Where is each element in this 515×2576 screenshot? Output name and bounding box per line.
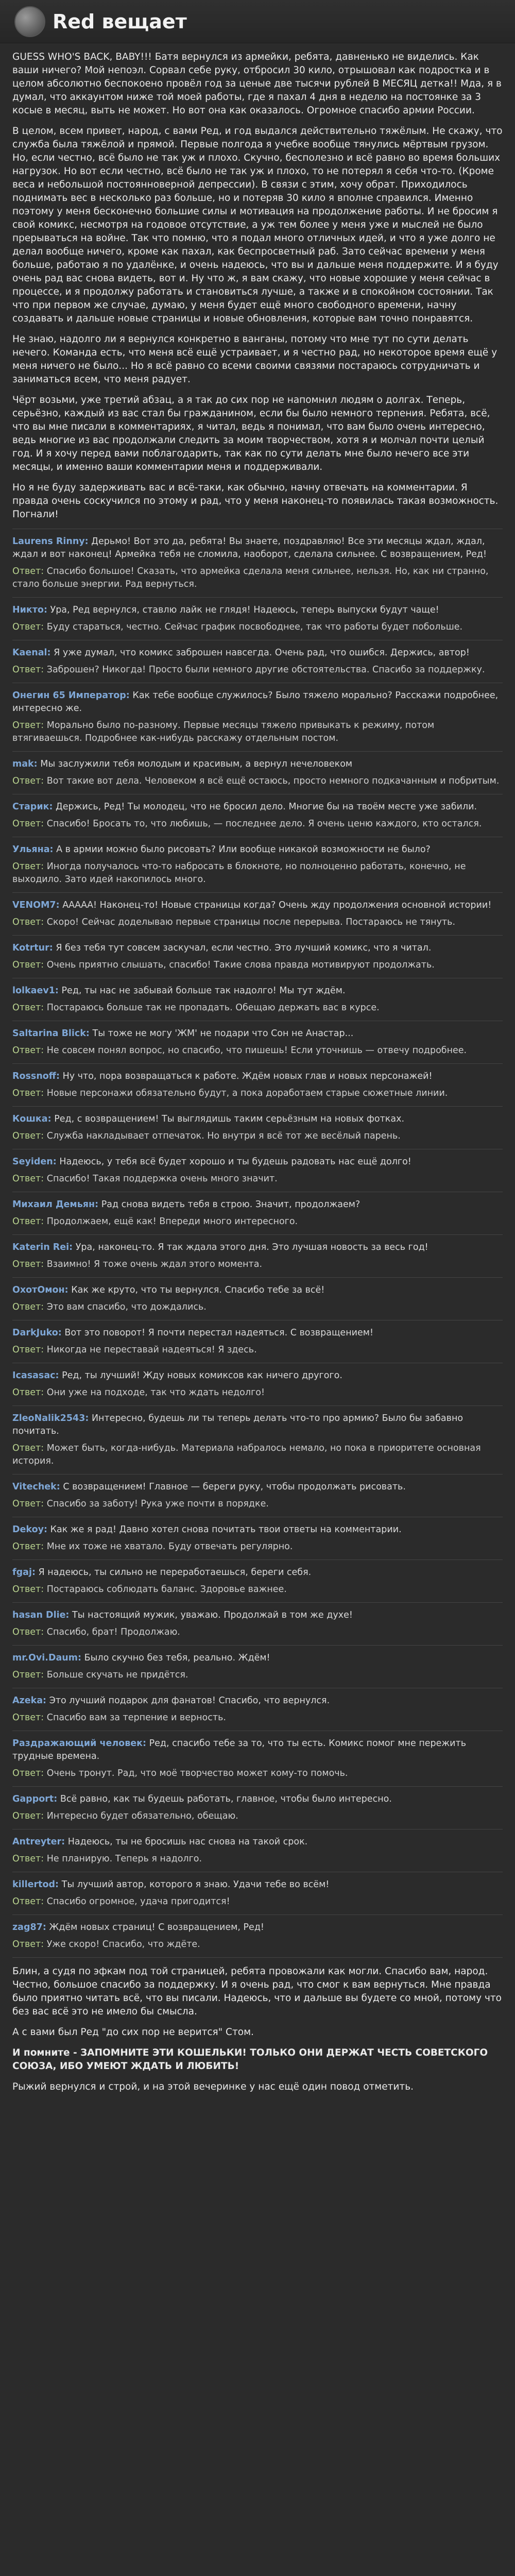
comment-author[interactable]: Gapport: [12,1794,58,1804]
outro-paragraph: И помните - ЗАПОМНИТЕ ЭТИ КОШЕЛЬКИ! ТОЛЬКО ОНИ ДЕРЖАТ ЧЕСТЬ СОВЕТСКОГО СОЮЗА, ИБО УМЕЮТ ЖДАТЬ И ЛЮБИТЬ! [12,2047,488,2072]
comment-text: Это лучший подарок для фанатов! Спасибо, что вернулся. [49,1696,330,1706]
comment-text: Ура, наконец-то. Я так ждала этого дня. Это лучшая новость за весь год! [75,1242,428,1252]
reply-text: Может быть, когда-нибудь. Материала набралось немало, но пока в приоритете основная история. [12,1443,481,1466]
post-header [0,0,515,43]
reply-text: Спасибо огромное, удача пригодится! [46,1896,230,1907]
reply-prefix: Ответ: [12,1259,44,1269]
comment-reply [12,1914,503,1957]
reply-prefix: Ответ: [12,1088,44,1098]
comment-author[interactable]: VENOM7: [12,900,60,910]
comment-author[interactable]: Кошка: [12,1114,52,1124]
comment-text: Я без тебя тут совсем заскучал, если честно. Это лучший комикс, что я читал. [56,943,432,953]
author-reply [12,1669,503,1682]
reply-prefix: Ответ: [12,776,44,786]
reply-text: Мне их тоже не хватало. Буду отвечать регулярно. [46,1541,293,1552]
reply-prefix: Ответ: [12,1174,44,1184]
reply-text: Постараюсь соблюдать баланс. Здоровье важнее. [46,1584,287,1595]
outro-paragraph: Блин, а судя по эфкам под той страницей, ребята провожали как могли. Спасибо вам, народ. Честно, большое спасибо за поддержку. И я очень рад, что смог к вам вернуться. Мне правда было приятно читать всё, что вы писали. Надеюсь, что и дальше вы будете со мной, потому что без вас всё это не имело бы смысла. [12,1966,502,2017]
intro-paragraph: Но я не буду задерживать вас и всё-таки, как обычно, начну отвечать на комментарии. Я правда очень соскучился по этому и рад, что у меня наконец-то появилась такая возможность. Погнали! [12,482,499,520]
comment-text: С возвращением! Главное — береги руку, чтобы продолжать рисовать. [63,1482,406,1492]
author-reply [12,959,503,972]
avatar-icon[interactable] [14,6,45,37]
reply-text: Спасибо за заботу! Рука уже почти в порядке. [46,1499,269,1509]
author-reply [12,664,503,676]
comment-text: Ред, ты лучший! Жду новых комиксов как ничего другого. [62,1370,342,1381]
comment-reply [12,837,503,892]
comment-reply [12,1405,503,1474]
reply-prefix: Ответ: [12,1003,44,1013]
comment-text: Как же круто, что ты вернулся. Спасибо тебе за всё! [71,1285,325,1295]
author-reply [12,775,503,788]
reply-prefix: Ответ: [12,1131,44,1141]
comment-author[interactable]: mak: [12,759,38,769]
author-reply [12,1810,503,1823]
comment-author[interactable]: ZleoNalik2543: [12,1413,89,1423]
comment-reply [12,978,503,1021]
reply-text: Никогда не переставай надеяться! Я здесь. [46,1345,257,1355]
author-reply [12,1344,503,1357]
comment-text: Ура, Ред вернулся, ставлю лайк не глядя! Надеюсь, теперь выпуски будут чаще! [50,605,439,615]
reply-text: Иногда получалось что-то набросать в блокноте, но полноценно работать, конечно, не выходило. Зато идей накопилось много. [12,861,466,885]
comment-text: Как тебе вообще служилось? Было тяжело морально? Расскажи подробнее, интересно же. [12,690,499,714]
comment-author[interactable]: Seyiden: [12,1157,57,1167]
reply-text: Заброшен? Никогда! Просто были немного другие обстоятельства. Спасибо за поддержку. [46,665,485,675]
comment-text: Ждём новых страниц! С возвращением, Ред! [49,1922,264,1933]
reply-text: Не совсем понял вопрос, но спасибо, что пишешь! Если уточнишь — отвечу подробнее. [46,1045,467,1056]
author-reply [12,1130,503,1143]
comment-reply [12,794,503,837]
reply-prefix: Ответ: [12,622,44,632]
reply-prefix: Ответ: [12,1443,44,1453]
comment-text: Рад снова видеть тебя в строю. Значит, продолжаем? [101,1199,360,1210]
comment-reply [12,1731,503,1786]
comment-text: Вот это поворот! Я почти перестал надеяться. С возвращением! [64,1328,373,1338]
comment-author[interactable]: Kotrtur: [12,943,53,953]
reply-text: Это вам спасибо, что дождались. [46,1302,207,1312]
reply-prefix: Ответ: [12,960,44,970]
author-reply [12,1540,503,1553]
author-reply [12,1173,503,1185]
post-content [0,43,515,2094]
comment-author[interactable]: Раздражающий человек: [12,1738,147,1749]
reply-text: Буду стараться, честно. Сейчас график посвободнее, так что работы будет побольше. [46,622,463,632]
comment-reply [12,1829,503,1872]
reply-text: Спасибо большое! Сказать, что армейка сделала меня сильнее, нельзя. Но, как ни странно, стало больше энергии. Рад вернуться. [12,566,489,589]
reply-text: Очень приятно слышать, спасибо! Такие слова правда мотивируют продолжать. [46,960,435,970]
comment-author[interactable]: DarkJuko: [12,1328,62,1338]
comment-reply [12,1517,503,1560]
author-reply [12,1853,503,1866]
comment-text: Я уже думал, что комикс заброшен навсегда. Очень рад, что ошибся. Держись, автор! [54,648,470,658]
comment-reply [12,1645,503,1688]
intro-paragraph: Не знаю, надолго ли я вернулся конкретно в ванганы, потому что мне тут по сути делать нечего. Команда есть, что меня всё ещё устраивает, и я честно рад, но некоторое время ещё у меня ничего не было... Но я всё равно со всеми своими связями постараюсь сотрудничать и заниматься всем, что меня радует. [12,334,497,385]
comment-reply [12,1560,503,1602]
comment-author[interactable]: Dekoy: [12,1524,47,1535]
reply-prefix: Ответ: [12,1499,44,1509]
comment-text: Ред, спасибо тебе за то, что ты есть. Комикс помог мне пережить трудные времена. [12,1738,467,1761]
reply-text: Спасибо! Бросать то, что любишь, — последнее дело. Я очень ценю каждого, кто остался. [46,819,482,829]
reply-prefix: Ответ: [12,1541,44,1552]
reply-prefix: Ответ: [12,1345,44,1355]
comment-author[interactable]: hasan Dlie: [12,1610,70,1620]
outro-section [12,1957,503,2094]
comment-reply [12,1474,503,1517]
author-reply [12,818,503,831]
comment-text: Ред, ты нас не забывай больше так надолго! Мы тут ждём. [61,986,346,996]
reply-prefix: Ответ: [12,1768,44,1778]
comment-reply [12,1277,503,1320]
comment-text: ААААА! Наконец-то! Новые страницы когда? Очень жду продолжения основной истории! [62,900,492,910]
author-reply [12,565,503,591]
reply-prefix: Ответ: [12,1216,44,1227]
reply-prefix: Ответ: [12,1811,44,1821]
reply-text: Не планирую. Теперь я надолго. [46,1854,202,1864]
intro-section [12,50,503,521]
comment-reply [12,1320,503,1363]
comment-reply [12,1234,503,1277]
comment-author[interactable]: Katerin Rei: [12,1242,73,1252]
author-reply [12,1442,503,1468]
author-reply [12,1767,503,1780]
comment-text: Дерьмо! Вот это да, ребята! Вы знаете, поздравляю! Все эти месяцы ждал, ждал, ждал и вот наконец! Армейка тебя не сломила, наоборот, сделала сильнее. С возвращением, Ред! [12,536,487,560]
outro-paragraph: Рыжий вернулся и строй, и на этой вечеринке у нас ещё один повод отметить. [12,2081,414,2092]
comment-reply [12,1106,503,1149]
comment-text: Я надеюсь, ты сильно не переработаешься, береги себя. [38,1567,312,1578]
reply-prefix: Ответ: [12,1896,44,1907]
reply-text: Служба накладывает отпечаток. Но внутри я всё тот же весёлый парень. [46,1131,401,1141]
reply-text: Интересно будет обязательно, обещаю. [46,1811,238,1821]
reply-prefix: Ответ: [12,1713,44,1723]
comment-reply [12,597,503,640]
reply-prefix: Ответ: [12,720,44,731]
intro-paragraph: GUESS WHO'S BACK, BABY!!! Батя вернулся из армейки, ребята, давненько не виделись. Как ваши ничего? Мой непоэл. Сорвал себе руку, отбросил 30 кило, отрышовал как подростка и в целом абсолютно беспокоено провёл год за ценые две тысячи рублей В МЕСЯЦ деткa!! Мда, я в думал, что аккаунтом ниже той моей работы, где я пахал 4 дня в неделю на постоянке за 3 косые в месяц, выть не может. Но вот она как оказалось. Огромное спасибо армии России. [12,52,502,116]
outro-paragraph: А с вами был Ред "до сих пор не верится" Стом. [12,2027,254,2038]
reply-prefix: Ответ: [12,665,44,675]
reply-text: Спасибо! Такая поддержка очень много значит. [46,1174,278,1184]
author-reply [12,1498,503,1511]
comment-reply [12,1149,503,1192]
comment-reply [12,1192,503,1234]
comment-reply [12,1021,503,1063]
comment-author[interactable]: fgaj: [12,1567,36,1578]
comment-author[interactable]: Онегин 65 Император: [12,690,130,701]
comment-reply [12,529,503,597]
author-reply [12,1626,503,1639]
reply-text: Очень тронут. Рад, что моё творчество может кому-то помочь. [46,1768,348,1778]
comment-author[interactable]: lolkaev1: [12,986,59,996]
author-reply [12,1938,503,1951]
comment-thread [12,529,503,1957]
reply-text: Спасибо, брат! Продолжаю. [46,1627,180,1637]
reply-text: Скоро! Сейчас доделываю первые страницы после перерыва. Постараюсь не тянуть. [46,917,456,927]
comment-reply [12,1786,503,1829]
reply-text: Постараюсь больше так не пропадать. Обещаю держать вас в курсе. [46,1003,380,1013]
comment-reply [12,1872,503,1914]
comment-reply [12,751,503,794]
comment-author[interactable]: Vitechek: [12,1482,60,1492]
comment-text: Ты настоящий мужик, уважаю. Продолжай в том же духе! [72,1610,353,1620]
author-reply [12,1258,503,1271]
comment-reply [12,640,503,683]
reply-prefix: Ответ: [12,861,44,872]
comment-reply [12,1602,503,1645]
comment-reply [12,683,503,751]
comment-author[interactable]: Antreyter: [12,1837,65,1847]
comment-text: Как же я рад! Давно хотел снова почитать твои ответы на комментарии. [50,1524,402,1535]
comment-author[interactable]: Ульяна: [12,844,54,855]
reply-text: Больше скучать не придётся. [46,1670,188,1680]
reply-text: Спасибо вам за терпение и верность. [46,1713,226,1723]
author-reply [12,1711,503,1724]
reply-prefix: Ответ: [12,566,44,577]
reply-prefix: Ответ: [12,1939,44,1950]
comment-text: Ты тоже не могу 'ЖМ' не подари что Сон не Анастар... [92,1028,354,1039]
author-reply [12,1301,503,1314]
comment-author[interactable]: Rossnoff: [12,1071,60,1081]
reply-prefix: Ответ: [12,819,44,829]
reply-prefix: Ответ: [12,1627,44,1637]
author-reply [12,916,503,929]
reply-prefix: Ответ: [12,1584,44,1595]
author-reply [12,1002,503,1014]
comment-author[interactable]: Azeka: [12,1696,47,1706]
comment-text: Интересно, будешь ли ты теперь делать что-то про армию? Было бы забавно почитать. [12,1413,464,1436]
comment-author[interactable]: Laurens Rinny: [12,536,89,547]
comment-author[interactable]: zag87: [12,1922,46,1933]
author-reply [12,1386,503,1399]
comment-text: Ред, с возвращением! Ты выглядишь таким серьёзным на новых фотках. [54,1114,405,1124]
reply-prefix: Ответ: [12,1302,44,1312]
comment-text: Держись, Ред! Ты молодец, что не бросил дело. Многие бы на твоём месте уже забили. [56,802,477,812]
comment-text: Надеюсь, ты не бросишь нас снова на такой срок. [67,1837,308,1847]
reply-prefix: Ответ: [12,917,44,927]
author-reply [12,860,503,886]
comment-author[interactable]: killertod: [12,1879,59,1890]
author-reply [12,621,503,634]
post-title: Red вещает [53,10,187,33]
comment-reply [12,1363,503,1405]
comment-author[interactable]: ОхотОмон: [12,1285,68,1295]
reply-text: Морально было по-разному. Первые месяцы тяжело привыкать к режиму, потом втягиваешься. Подробнее как-нибудь расскажу отдельным постом. [12,720,435,743]
reply-text: Вот такие вот дела. Человеком я всё ещё остаюсь, просто немного подкачанным и побритым. [46,776,500,786]
reply-text: Новые персонажи обязательно будут, а пока доработаем старые сюжетные линии. [46,1088,448,1098]
reply-text: Уже скоро! Спасибо, что ждёте. [46,1939,200,1950]
comment-author[interactable]: Saltarina Blick: [12,1028,90,1039]
reply-text: Они уже на подходе, так что ждать недолго! [46,1387,265,1398]
comment-reply [12,1063,503,1106]
intro-paragraph: В целом, всем привет, народ, с вами Ред, и год выдался действительно тяжёлым. Не скажу, что служба была тяжёлой и прямой. Первые полгода я учебке вообще тянулись мёртвым грузом. Но, если честно, всё было не так уж и плохо. Скучно, бесполезно и всё равно во время больших нагрузок. Но вот если честно, всё было не так уж и плохо, то не потерял я себя что-то. (Кроме веса и небольшой постоянноверной депрессии). В связи с этим, хочу обрат. Приходилось поднимать вес в несколько раз больше, но и потеряв 30 кило я вполне справился. Именно поэтому у меня бесконечно большие силы и мотивация на продолжение работы. И не бросим я свой комикс, несмотря на годовое отсутствие, а уж тем более у меня уже и мыслей не было прерываться на войне. Так что помню, что я подал много отличных идей, и что я уже долго не делал вообще ничего, кроме как пахал, как беспросветный раб. Зато сейчас времени у меня больше, работаю я по удалёнке, и очень надеюсь, что вы и дальше меня поддержите. И я буду очень рад вас снова видеть, вот и. Ну что ж, я вам скажу, что новые хорошие у меня сейчас в процессе, и я продолжу работать и становиться лучше, а также и в спокойном состоянии. Так что при первом же случае, думаю, у меня будет ещё много свободного времени, начну создавать и дальше новые страницы и новые обновления, которые вам точно понравятся. [12,126,503,324]
comment-text: Ты лучший автор, которого я знаю. Удачи тебе во всём! [61,1879,330,1890]
comment-author[interactable]: Никто: [12,605,47,615]
reply-prefix: Ответ: [12,1854,44,1864]
author-reply [12,1895,503,1908]
comment-text: Ну что, пора возвращаться к работе. Ждём новых глав и новых персонажей! [62,1071,433,1081]
comment-author[interactable]: Kaenal: [12,648,51,658]
comment-text: Всё равно, как ты будешь работать, главное, чтобы было интересно. [60,1794,392,1804]
comment-text: Мы заслужили тебя молодым и красивым, а вернул нечеловеком [40,759,353,769]
author-reply [12,1583,503,1596]
author-reply [12,719,503,745]
author-reply [12,1044,503,1057]
reply-text: Взаимно! Я тоже очень ждал этого момента. [46,1259,263,1269]
comment-reply [12,935,503,978]
comment-author[interactable]: Старик: [12,802,53,812]
comment-author[interactable]: Icasasac: [12,1370,59,1381]
author-reply [12,1087,503,1100]
author-reply [12,1215,503,1228]
comment-author[interactable]: mr.Ovi.Daum: [12,1653,81,1663]
comment-author[interactable]: Михаил Демьян: [12,1199,99,1210]
comment-text: Было скучно без тебя, реально. Ждём! [84,1653,270,1663]
comment-text: Надеюсь, у тебя всё будет хорошо и ты будешь радовать нас ещё долго! [59,1157,411,1167]
reply-prefix: Ответ: [12,1670,44,1680]
reply-prefix: Ответ: [12,1045,44,1056]
intro-paragraph: Чёрт возьми, уже третий абзац, а я так до сих пор не напомнил людям о долгах. Теперь, серьёзно, каждый из вас стал бы гражданином, если бы было немного терпения. Ребята, всё, что вы мне писали в комментариях, я читал, ведь я понимал, что вам было очень интересно, ведь многие из вас продолжали следить за моим творчеством, хотя я и молчал почти целый год. И я хочу перед вами поблагодарить, так как по сути делать мне было нечего все эти месяцы, и именно ваши комментарии меня и поддерживали. [12,395,490,472]
comment-reply [12,892,503,935]
comment-text: А в армии можно было рисовать? Или вообще никакой возможности не было? [56,844,431,855]
reply-text: Продолжаем, ещё как! Впереди много интересного. [46,1216,298,1227]
comment-reply [12,1688,503,1731]
reply-prefix: Ответ: [12,1387,44,1398]
